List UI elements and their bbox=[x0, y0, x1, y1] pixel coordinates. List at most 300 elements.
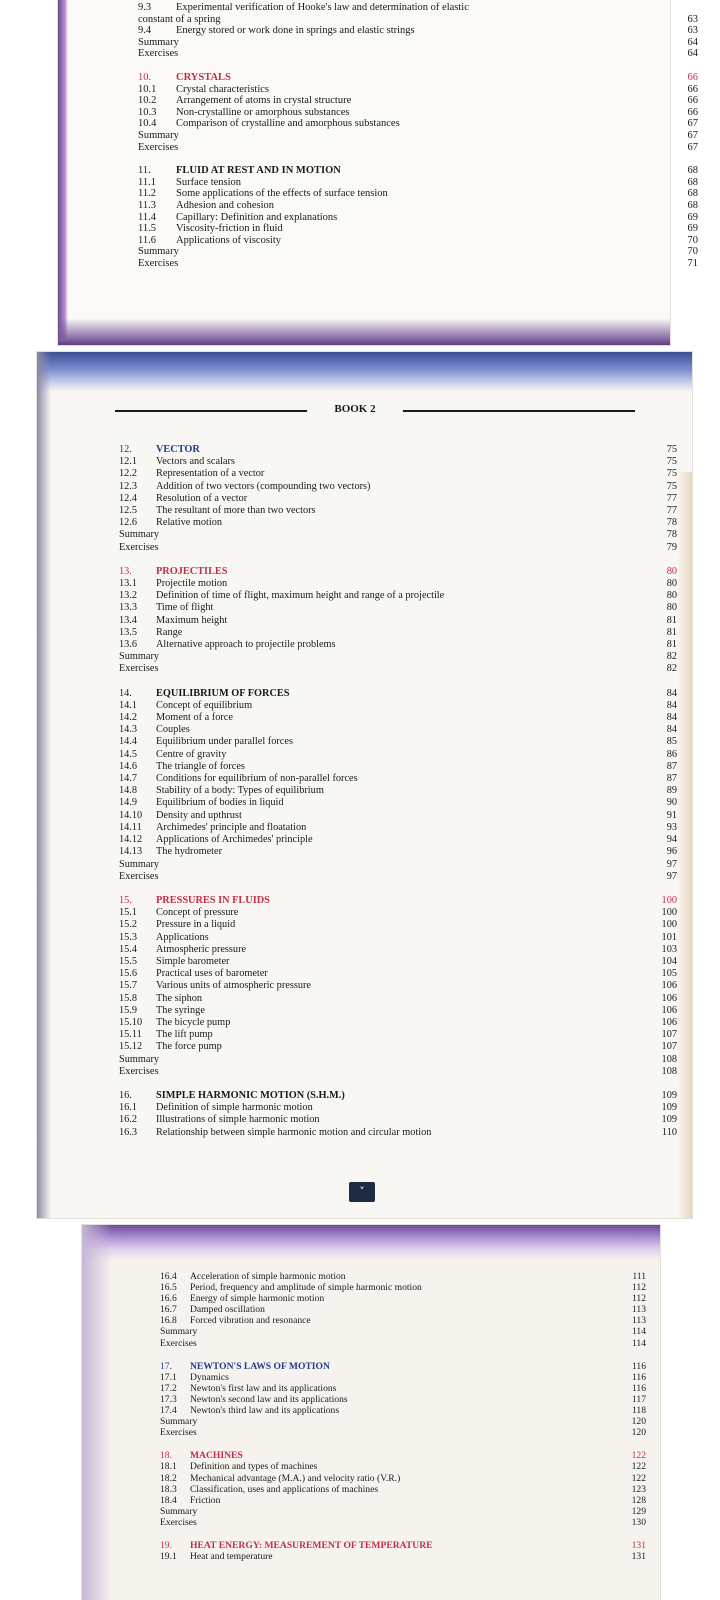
toc-summary-row[interactable] bbox=[119, 1053, 677, 1066]
toc-title: Summary bbox=[119, 529, 160, 541]
toc-section-row[interactable] bbox=[138, 188, 698, 200]
toc-summary-row[interactable] bbox=[119, 663, 677, 675]
toc-title: Projectile motion bbox=[156, 578, 228, 590]
toc-page-number: 106 bbox=[661, 1016, 677, 1028]
toc-title: Energy stored or work done in springs and elastic strings bbox=[176, 25, 415, 37]
toc-page-number: 116 bbox=[631, 1371, 646, 1383]
toc-number: 14.6 bbox=[119, 760, 138, 772]
toc-title: The syringe bbox=[156, 1004, 205, 1016]
toc-section-row[interactable] bbox=[119, 955, 677, 968]
toc-section-row[interactable] bbox=[119, 1114, 677, 1126]
book-label: BOOK 2 bbox=[307, 398, 403, 420]
page-top-shadow bbox=[82, 1225, 660, 1261]
toc-title: Simple barometer bbox=[156, 955, 230, 967]
toc-number: 13.5 bbox=[119, 626, 138, 638]
toc-summary-row[interactable] bbox=[160, 1427, 646, 1439]
toc-page-number: 70 bbox=[687, 234, 698, 246]
toc-title: Exercises bbox=[119, 870, 159, 882]
toc-section-row[interactable] bbox=[119, 834, 677, 846]
toc-title: Some applications of the effects of surface tension bbox=[176, 188, 388, 200]
toc-page-number: 109 bbox=[661, 1089, 677, 1101]
toc-section-row[interactable] bbox=[160, 1293, 646, 1305]
toc-title: Comparison of crystalline and amorphous substances bbox=[176, 118, 400, 130]
toc-page-number: 107 bbox=[661, 1029, 677, 1041]
toc-number: 14.13 bbox=[119, 846, 143, 858]
toc-title: Non-crystalline or amorphous substances bbox=[176, 106, 350, 118]
toc-page-number: 131 bbox=[631, 1539, 646, 1551]
toc-page-number: 80 bbox=[666, 590, 677, 602]
toc-section-row[interactable] bbox=[119, 517, 677, 529]
toc-page-number: 77 bbox=[666, 505, 677, 517]
toc-number: 15.1 bbox=[119, 907, 138, 919]
toc-section-row[interactable] bbox=[119, 1041, 677, 1053]
toc-section-row[interactable] bbox=[119, 943, 677, 956]
toc-number: 11.6 bbox=[138, 234, 156, 246]
toc-title: Equilibrium under parallel forces bbox=[156, 736, 293, 748]
toc-section-row[interactable] bbox=[138, 25, 698, 37]
toc-number: 16.5 bbox=[160, 1282, 177, 1294]
toc-chapter-row[interactable] bbox=[138, 165, 698, 177]
toc-page-number: 80 bbox=[666, 565, 677, 577]
toc-title: Applications of Archimedes' principle bbox=[156, 834, 313, 846]
toc-page-number: 69 bbox=[687, 211, 698, 223]
toc-number: 18.1 bbox=[160, 1461, 177, 1473]
toc-page-number: 120 bbox=[631, 1416, 646, 1428]
toc-title: Summary bbox=[119, 651, 160, 663]
toc-page-number: 114 bbox=[631, 1337, 646, 1349]
toc-number: 14. bbox=[119, 687, 132, 699]
toc-page-number: 75 bbox=[666, 480, 677, 492]
toc-section-row[interactable] bbox=[160, 1483, 646, 1495]
toc-title: HEAT ENERGY: MEASUREMENT OF TEMPERATURE bbox=[190, 1539, 433, 1551]
toc-section-row[interactable] bbox=[119, 480, 677, 493]
toc-section-row[interactable] bbox=[119, 931, 677, 944]
toc-title: SIMPLE HARMONIC MOTION (S.H.M.) bbox=[156, 1089, 345, 1101]
toc-page-number: 84 bbox=[666, 724, 677, 736]
toc-title: constant of a spring bbox=[138, 13, 221, 25]
toc-title: PRESSURES IN FLUIDS bbox=[156, 894, 270, 906]
toc-number: 13.4 bbox=[119, 614, 138, 626]
section-gap bbox=[160, 1438, 626, 1450]
toc-chapter-row[interactable] bbox=[119, 687, 677, 700]
toc-title: Exercises bbox=[160, 1427, 197, 1439]
toc-section-row[interactable] bbox=[160, 1393, 646, 1405]
toc-chapter-row[interactable] bbox=[119, 444, 677, 456]
toc-list-page-1 bbox=[138, 2, 698, 269]
toc-summary-row[interactable] bbox=[160, 1505, 646, 1517]
toc-section-row[interactable] bbox=[119, 724, 677, 736]
toc-title: The lift pump bbox=[156, 1029, 213, 1041]
toc-page-number: 77 bbox=[666, 492, 677, 504]
toc-section-row[interactable] bbox=[119, 992, 677, 1005]
toc-number: 17.4 bbox=[160, 1405, 177, 1417]
toc-title: Classification, uses and applications of machines bbox=[190, 1483, 379, 1495]
toc-title: The force pump bbox=[156, 1041, 222, 1053]
toc-summary-row[interactable] bbox=[138, 258, 698, 270]
toc-page-number: 116 bbox=[631, 1382, 646, 1394]
toc-number: 19. bbox=[160, 1539, 172, 1551]
toc-number: 14.9 bbox=[119, 797, 138, 809]
toc-page-number: 78 bbox=[666, 529, 677, 541]
toc-title: Centre of gravity bbox=[156, 748, 227, 760]
toc-number: 15.5 bbox=[119, 955, 138, 967]
toc-section-row[interactable] bbox=[119, 699, 677, 712]
toc-page-number: 87 bbox=[666, 760, 677, 772]
scroll-down-button[interactable]: ˅ bbox=[349, 1182, 375, 1202]
toc-section-row[interactable] bbox=[138, 118, 698, 130]
toc-number: 14.5 bbox=[119, 748, 138, 760]
toc-page-number: 103 bbox=[661, 943, 677, 955]
toc-number: 17. bbox=[160, 1360, 172, 1372]
toc-page-number: 97 bbox=[666, 870, 677, 882]
toc-page-number: 109 bbox=[661, 1114, 677, 1126]
toc-section-row[interactable] bbox=[138, 95, 698, 107]
toc-page-number: 114 bbox=[631, 1326, 646, 1338]
toc-page-number: 84 bbox=[666, 712, 677, 724]
toc-number: 14.8 bbox=[119, 785, 138, 797]
toc-number: 16. bbox=[119, 1089, 132, 1101]
toc-number: 18.4 bbox=[160, 1494, 177, 1506]
toc-number: 16.3 bbox=[119, 1126, 138, 1138]
toc-number: 15.4 bbox=[119, 943, 138, 955]
toc-section-row[interactable] bbox=[160, 1271, 646, 1282]
toc-title: Damped oscillation bbox=[190, 1304, 265, 1316]
toc-page-number: 75 bbox=[666, 468, 677, 480]
toc-section-row[interactable] bbox=[119, 821, 677, 834]
toc-page-number: 91 bbox=[666, 809, 677, 821]
toc-title: The hydrometer bbox=[156, 846, 223, 858]
toc-section-row[interactable] bbox=[119, 578, 677, 590]
toc-title: Summary bbox=[138, 246, 179, 258]
toc-section-row[interactable] bbox=[160, 1282, 646, 1294]
toc-page-number: 63 bbox=[687, 13, 698, 25]
toc-summary-row[interactable] bbox=[138, 142, 698, 154]
toc-section-row[interactable] bbox=[119, 712, 677, 724]
toc-chapter-row[interactable] bbox=[160, 1450, 646, 1462]
toc-page-number: 68 bbox=[687, 176, 698, 188]
toc-title: Adhesion and cohesion bbox=[176, 199, 274, 211]
toc-page-number: 66 bbox=[687, 83, 698, 95]
toc-section-row[interactable] bbox=[119, 785, 677, 797]
toc-number: 10.2 bbox=[138, 95, 157, 107]
toc-title: Relationship between simple harmonic motion and circular motion bbox=[156, 1126, 432, 1138]
toc-section-row[interactable] bbox=[119, 639, 677, 651]
toc-number: 18.2 bbox=[160, 1472, 177, 1484]
toc-title: Concept of equilibrium bbox=[156, 699, 253, 711]
toc-summary-row[interactable] bbox=[138, 246, 698, 258]
toc-title: Exercises bbox=[138, 48, 179, 60]
toc-title: Arrangement of atoms in crystal structure bbox=[176, 95, 352, 107]
toc-title: Newton's first law and its applications bbox=[190, 1382, 337, 1394]
toc-number: 13.3 bbox=[119, 602, 138, 614]
toc-section-row[interactable] bbox=[119, 907, 677, 919]
toc-number: 14.7 bbox=[119, 773, 138, 785]
toc-number: 12.1 bbox=[119, 456, 138, 468]
toc-chapter-row[interactable] bbox=[119, 1089, 677, 1102]
toc-chapter-row[interactable] bbox=[119, 565, 677, 578]
toc-number: 15.12 bbox=[119, 1041, 143, 1053]
toc-number: 14.4 bbox=[119, 736, 138, 748]
toc-section-row[interactable] bbox=[119, 968, 677, 980]
toc-page-number: 122 bbox=[631, 1450, 646, 1462]
toc-title: FLUID AT REST AND IN MOTION bbox=[176, 165, 341, 177]
toc-title: Addition of two vectors (compounding two vectors) bbox=[156, 480, 371, 492]
toc-section-row[interactable] bbox=[138, 200, 698, 212]
toc-page-number: 78 bbox=[666, 517, 677, 529]
toc-title: Couples bbox=[156, 724, 190, 736]
toc-page-3 bbox=[82, 1225, 660, 1600]
toc-section-row[interactable] bbox=[119, 797, 677, 809]
toc-number: 12.2 bbox=[119, 468, 138, 480]
toc-page-number: 67 bbox=[687, 141, 698, 153]
toc-section-row[interactable] bbox=[119, 773, 677, 785]
toc-title: Time of flight bbox=[156, 602, 214, 614]
page-edge-shadow bbox=[37, 352, 51, 1218]
toc-summary-row[interactable] bbox=[160, 1516, 646, 1528]
toc-page-number: 101 bbox=[661, 931, 677, 943]
toc-title: PROJECTILES bbox=[156, 565, 228, 577]
toc-section-row[interactable] bbox=[160, 1461, 646, 1473]
toc-chapter-row[interactable] bbox=[160, 1539, 646, 1551]
toc-number: 16.2 bbox=[119, 1114, 138, 1126]
toc-summary-row[interactable] bbox=[119, 651, 677, 663]
toc-summary-row[interactable] bbox=[119, 858, 677, 871]
toc-title: Alternative approach to projectile problems bbox=[156, 639, 336, 651]
toc-page-number: 118 bbox=[631, 1405, 646, 1417]
toc-page-number: 94 bbox=[666, 834, 677, 846]
toc-title: Summary bbox=[160, 1416, 198, 1428]
toc-title: Exercises bbox=[160, 1516, 197, 1528]
toc-number: 19.1 bbox=[160, 1551, 177, 1563]
toc-section-row[interactable] bbox=[138, 235, 698, 247]
toc-summary-row[interactable] bbox=[138, 130, 698, 142]
toc-summary-row[interactable] bbox=[138, 37, 698, 49]
toc-section-row[interactable] bbox=[160, 1304, 646, 1316]
toc-page-number: 131 bbox=[631, 1551, 646, 1563]
toc-section-row[interactable] bbox=[119, 919, 677, 931]
toc-page-number: 66 bbox=[687, 106, 698, 118]
toc-summary-row[interactable] bbox=[160, 1416, 646, 1428]
toc-title: Maximum height bbox=[156, 614, 228, 626]
toc-number: 13. bbox=[119, 565, 132, 577]
section-gap bbox=[119, 883, 639, 895]
toc-title: Moment of a force bbox=[156, 712, 233, 724]
toc-number: 14.10 bbox=[119, 809, 143, 821]
toc-number: 16.8 bbox=[160, 1315, 177, 1327]
toc-section-row[interactable] bbox=[160, 1405, 646, 1417]
toc-section-row[interactable] bbox=[119, 492, 677, 505]
toc-title: Exercises bbox=[160, 1337, 197, 1349]
toc-page-number: 100 bbox=[661, 919, 677, 931]
toc-section-row[interactable] bbox=[160, 1551, 646, 1563]
toc-page-number: 100 bbox=[661, 894, 677, 906]
toc-number: 12.6 bbox=[119, 517, 138, 529]
toc-title: Concept of pressure bbox=[156, 907, 239, 919]
toc-page-number: 84 bbox=[666, 699, 677, 711]
toc-page-number: 81 bbox=[666, 626, 677, 638]
toc-section-row[interactable] bbox=[119, 1029, 677, 1041]
toc-number: 17.2 bbox=[160, 1382, 177, 1394]
toc-section-row[interactable] bbox=[119, 980, 677, 992]
section-gap bbox=[160, 1349, 626, 1361]
toc-summary-row[interactable] bbox=[119, 541, 677, 554]
toc-title: Dynamics bbox=[190, 1371, 229, 1383]
toc-section-row[interactable] bbox=[119, 736, 677, 748]
toc-section-row[interactable] bbox=[160, 1315, 646, 1327]
toc-page-number: 108 bbox=[661, 1053, 677, 1065]
toc-page-number: 123 bbox=[631, 1483, 646, 1495]
toc-page-number: 93 bbox=[666, 821, 677, 833]
toc-page-number: 112 bbox=[631, 1282, 646, 1294]
toc-title: Energy of simple harmonic motion bbox=[190, 1293, 325, 1305]
toc-section-row[interactable] bbox=[138, 177, 698, 189]
toc-title: Definition of simple harmonic motion bbox=[156, 1102, 313, 1114]
toc-number: 11.2 bbox=[138, 188, 156, 200]
toc-number: 16.7 bbox=[160, 1304, 177, 1316]
toc-page-number: 122 bbox=[631, 1472, 646, 1484]
toc-section-row[interactable] bbox=[138, 107, 698, 119]
toc-summary-row[interactable] bbox=[138, 48, 698, 60]
toc-title: Applications of viscosity bbox=[176, 234, 281, 246]
toc-title: Crystal characteristics bbox=[176, 83, 270, 95]
toc-number: 10.3 bbox=[138, 106, 157, 118]
page-edge-shadow bbox=[82, 1225, 112, 1600]
toc-section-row[interactable] bbox=[119, 468, 677, 480]
toc-section-row[interactable] bbox=[138, 212, 698, 224]
toc-summary-row[interactable] bbox=[160, 1326, 646, 1338]
toc-chapter-row[interactable] bbox=[138, 72, 698, 84]
toc-number: 17.3 bbox=[160, 1393, 177, 1405]
toc-title: Newton's second law and its applications bbox=[190, 1393, 348, 1405]
toc-number: 14.11 bbox=[119, 821, 142, 833]
toc-section-row[interactable] bbox=[119, 614, 677, 627]
toc-number: 15.10 bbox=[119, 1016, 143, 1028]
toc-page-number: 71 bbox=[687, 257, 698, 269]
toc-section-row[interactable] bbox=[119, 809, 677, 822]
toc-number: 14.1 bbox=[119, 699, 138, 711]
page-bottom-shadow bbox=[58, 318, 670, 345]
section-gap bbox=[160, 1528, 626, 1540]
toc-section-row[interactable] bbox=[119, 1126, 677, 1139]
toc-title: Acceleration of simple harmonic motion bbox=[190, 1271, 346, 1282]
toc-title: Summary bbox=[119, 858, 160, 870]
toc-page-2 bbox=[37, 352, 692, 1218]
toc-section-row[interactable] bbox=[119, 602, 677, 614]
toc-title: Resolution of a vector bbox=[156, 492, 248, 504]
toc-section-row[interactable] bbox=[119, 1004, 677, 1017]
toc-page-number: 108 bbox=[661, 1065, 677, 1077]
toc-section-row[interactable] bbox=[160, 1371, 646, 1383]
toc-page-number: 112 bbox=[631, 1293, 646, 1305]
toc-title: The siphon bbox=[156, 992, 203, 1004]
toc-page-number: 80 bbox=[666, 602, 677, 614]
toc-title: Conditions for equilibrium of non-parallel forces bbox=[156, 773, 358, 785]
toc-page-number: 63 bbox=[687, 25, 698, 37]
toc-list-page-2 bbox=[119, 444, 677, 1139]
toc-title: Applications bbox=[156, 931, 209, 943]
toc-title: Period, frequency and amplitude of simple harmonic motion bbox=[190, 1282, 422, 1294]
toc-title: Surface tension bbox=[176, 176, 242, 188]
toc-title: Capillary: Definition and explanations bbox=[176, 211, 338, 223]
toc-title: Newton's third law and its applications bbox=[190, 1405, 340, 1417]
toc-summary-row[interactable] bbox=[119, 870, 677, 883]
toc-number: 16.4 bbox=[160, 1271, 177, 1282]
toc-chapter-row[interactable] bbox=[160, 1360, 646, 1372]
toc-section-row[interactable] bbox=[119, 505, 677, 517]
toc-number: 12. bbox=[119, 444, 132, 455]
toc-page-number: 129 bbox=[631, 1505, 646, 1517]
toc-summary-row[interactable] bbox=[160, 1337, 646, 1349]
toc-section-row[interactable] bbox=[138, 223, 698, 235]
toc-title: Pressure in a liquid bbox=[156, 919, 236, 931]
toc-page-number: 111 bbox=[632, 1271, 646, 1282]
toc-page-number: 67 bbox=[687, 118, 698, 130]
toc-section-row[interactable] bbox=[119, 748, 677, 761]
toc-section-row[interactable] bbox=[119, 626, 677, 639]
toc-section-row[interactable] bbox=[138, 84, 698, 96]
toc-page-number: 104 bbox=[661, 955, 677, 967]
toc-title: Friction bbox=[190, 1494, 221, 1506]
toc-page-number: 120 bbox=[631, 1427, 646, 1439]
toc-section-row[interactable] bbox=[119, 846, 677, 858]
toc-section-row[interactable] bbox=[138, 2, 698, 14]
toc-number: 10. bbox=[138, 71, 152, 83]
toc-page-number: 110 bbox=[661, 1126, 677, 1138]
toc-number: 18. bbox=[160, 1450, 172, 1462]
toc-page-number: 68 bbox=[687, 165, 698, 177]
toc-number: 12.3 bbox=[119, 480, 138, 492]
toc-title: Summary bbox=[160, 1326, 198, 1338]
toc-title: Range bbox=[156, 626, 183, 638]
toc-number: 12.5 bbox=[119, 505, 138, 517]
toc-page-number: 85 bbox=[666, 736, 677, 748]
toc-title: Representation of a vector bbox=[156, 468, 265, 480]
section-gap bbox=[138, 60, 698, 72]
toc-section-row[interactable] bbox=[119, 760, 677, 773]
toc-title: The bicycle pump bbox=[156, 1016, 231, 1028]
toc-title: Summary bbox=[119, 1053, 160, 1065]
toc-title: Density and upthrust bbox=[156, 809, 242, 821]
toc-number: 13.1 bbox=[119, 578, 138, 590]
toc-title: Mechanical advantage (M.A.) and velocity ratio (V.R.) bbox=[190, 1472, 401, 1484]
toc-section-row[interactable] bbox=[119, 456, 677, 468]
toc-number: 16.1 bbox=[119, 1102, 138, 1114]
toc-summary-row[interactable] bbox=[138, 14, 698, 26]
toc-summary-row[interactable] bbox=[119, 1065, 677, 1078]
toc-title: Archimedes' principle and floatation bbox=[156, 821, 307, 833]
toc-summary-row[interactable] bbox=[119, 529, 677, 541]
toc-title: Equilibrium of bodies in liquid bbox=[156, 797, 284, 809]
toc-section-row[interactable] bbox=[160, 1494, 646, 1506]
toc-number: 15. bbox=[119, 894, 132, 906]
toc-section-row[interactable] bbox=[119, 1102, 677, 1114]
toc-title: The resultant of more than two vectors bbox=[156, 505, 316, 517]
section-gap bbox=[138, 153, 698, 165]
toc-page-number: 100 bbox=[661, 907, 677, 919]
toc-title: Illustrations of simple harmonic motion bbox=[156, 1114, 320, 1126]
toc-section-row[interactable] bbox=[119, 1016, 677, 1029]
toc-number: 12.4 bbox=[119, 492, 138, 504]
toc-section-row[interactable] bbox=[160, 1472, 646, 1484]
toc-page-number: 66 bbox=[687, 71, 698, 83]
toc-page-number: 113 bbox=[631, 1304, 646, 1316]
toc-section-row[interactable] bbox=[160, 1382, 646, 1394]
toc-number: 15.2 bbox=[119, 919, 138, 931]
toc-chapter-row[interactable] bbox=[119, 894, 677, 907]
toc-section-row[interactable] bbox=[119, 590, 677, 602]
toc-number: 15.7 bbox=[119, 980, 138, 992]
toc-page-number: 68 bbox=[687, 199, 698, 211]
